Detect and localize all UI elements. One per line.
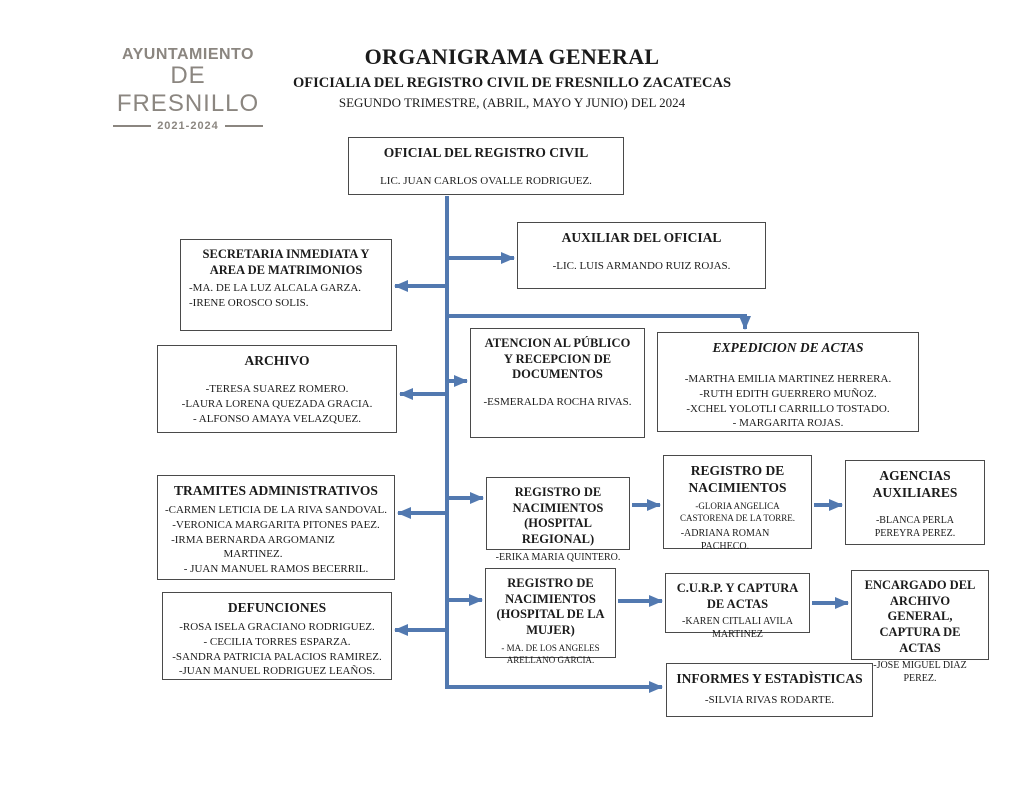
logo-line2: DE FRESNILLO [116,62,260,117]
logo-rule-right [225,125,263,127]
member: -GLORIA ANGELICA CASTORENA DE LA TORRE. [679,500,796,523]
member: -LAURA LORENA QUEZADA GRACIA. [181,397,373,410]
member: -SANDRA PATRICIA PALACIOS RAMIREZ. [172,650,382,663]
member: -CARMEN LETICIA DE LA RIVA SANDOVAL. [164,503,388,516]
node-title: DEFUNCIONES [227,600,327,615]
node-title: AUXILIAR DEL OFICIAL [561,230,722,245]
org-box-secretaria [180,239,392,331]
member: -JOSE MIGUEL DIAZ PEREZ. [873,660,967,685]
logo-years: 2021-2024 [157,120,219,132]
org-box-tramites [157,475,395,580]
member: -MARTHA EMILIA MARTINEZ HERRERA. [684,372,892,385]
org-box-oficial [348,137,624,195]
member: -KAREN CITLALI AVILA MARTINEZ [682,616,793,641]
node-title: TRAMITES ADMINISTRATIVOS [174,483,378,498]
member: -ROSA ISELA GRACIANO RODRIGUEZ. [179,620,375,633]
member: - CECILIA TORRES ESPARZA. [203,635,351,648]
member: - ALFONSO AMAYA VELAZQUEZ. [192,412,362,425]
node-title: C.U.R.P. Y CAPTURA DE ACTAS [676,581,799,611]
node-members [865,659,975,685]
page-title: ORGANIGRAMA GENERAL [364,44,660,69]
node-members [169,620,385,679]
node-title: REGISTRO DE NACIMIENTOS [688,463,787,495]
member: -TERESA SUAREZ ROMERO. [205,382,349,395]
member: LIC. JUAN CARLOS OVALLE RODRIGUEZ. [380,174,592,187]
node-members [477,395,638,410]
node-title: EXPEDICION DE ACTAS [712,340,864,355]
org-box-reg-nacimientos [663,455,812,553]
node-members [355,174,617,189]
page-subtitle: OFICIALIA DEL REGISTRO CIVIL DE FRESNILLO ZACATECAS [292,75,732,91]
node-members [164,382,390,427]
node-members [492,642,609,666]
page-period: SEGUNDO TRIMESTRE, (ABRIL, MAYO Y JUNIO) DEL 2024 [338,95,686,110]
member: -ERIKA MARIA QUINTERO. [495,551,621,563]
node-title: REGISTRO DE NACIMIENTOS (HOSPITAL REGIONAL) [512,485,604,546]
member: -ESMERALDA ROCHA RIVAS. [483,395,632,408]
node-members [493,551,623,564]
header-titles [0,44,1024,111]
org-box-archivo [157,345,397,433]
node-title: SECRETARIA INMEDIATA Y AREA DE MATRIMONIOS [202,247,370,277]
org-box-atencion [470,328,645,438]
node-title: ARCHIVO [244,353,310,368]
org-box-reg-hospital-mujer [485,568,616,665]
org-box-auxiliar [517,222,766,289]
org-box-defunciones [162,592,392,680]
org-box-curp [665,573,810,641]
member: -MA. DE LA LUZ ALCALA GARZA. [189,282,362,295]
node-members [670,500,805,553]
node-members [164,503,388,577]
member: - MA. DE LOS ANGELES ARELLANO GARCIA. [501,642,600,665]
member: - MARGARITA ROJAS. [732,417,844,430]
node-members [187,281,385,311]
logo-line1: AYUNTAMIENTO [122,46,254,63]
org-box-agencias [845,460,985,545]
member: -IRENE OROSCO SOLIS. [189,297,309,310]
member: -BLANCA PERLA PEREYRA PEREZ. [874,514,956,539]
node-title: INFORMES Y ESTADÌSTICAS [676,671,863,686]
org-box-reg-hospital-regional [486,477,630,563]
node-members [524,259,759,274]
member: -JUAN MANUEL RODRIGUEZ LEAÑOS. [178,665,376,678]
member: -SILVIA RIVAS RODARTE. [704,693,835,706]
node-title: AGENCIAS AUXILIARES [872,468,958,500]
node-title: ENCARGADO DEL ARCHIVO GENERAL, CAPTURA DE ACTAS [864,578,976,655]
member: - JUAN MANUEL RAMOS BECERRIL. [183,563,369,576]
member: -ADRIANA ROMAN PACHECO. [680,528,770,553]
logo-years-row [103,120,273,132]
org-box-informes [666,663,873,717]
logo-rule-left [113,125,151,127]
member: -IRMA BERNARDA ARGOMANIZ MARTINEZ. [171,533,335,561]
node-members [664,372,912,431]
member: -LIC. LUIS ARMANDO RUIZ ROJAS. [552,259,731,272]
member: -XCHEL YOLOTLI CARRILLO TOSTADO. [686,402,890,415]
node-title: REGISTRO DE NACIMIENTOS (HOSPITAL DE LA MUJER) [496,576,605,637]
org-box-expedicion [657,332,919,432]
node-members [672,615,803,641]
node-members [673,693,866,708]
node-title: OFICIAL DEL REGISTRO CIVIL [383,145,589,160]
member: -RUTH EDITH GUERRERO MUÑOZ. [699,387,877,400]
node-members [860,514,970,540]
org-box-encargado [851,570,989,685]
node-title: ATENCION AL PÚBLICO Y RECEPCION DE DOCUMENTOS [484,336,631,382]
member: -VERONICA MARGARITA PITONES PAEZ. [172,518,380,531]
